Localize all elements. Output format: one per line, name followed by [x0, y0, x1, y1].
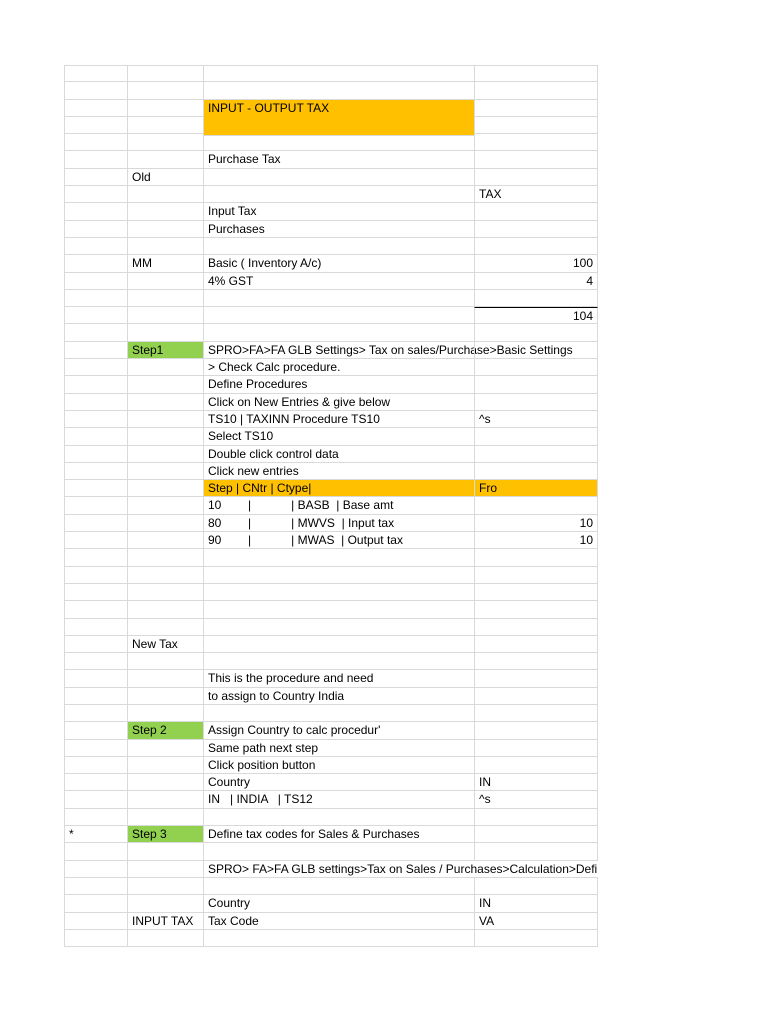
sheet-row	[64, 930, 598, 947]
cell[interactable]	[127, 791, 203, 807]
cell[interactable]	[127, 273, 203, 289]
cell[interactable]	[64, 619, 127, 635]
sheet-row	[64, 584, 598, 601]
cell[interactable]	[203, 169, 474, 185]
sheet-row	[64, 913, 598, 930]
cell[interactable]	[474, 359, 598, 375]
cell[interactable]	[64, 203, 127, 219]
cell[interactable]	[127, 428, 203, 444]
cell[interactable]	[474, 688, 598, 704]
table-header-cell[interactable]: Fro	[474, 480, 598, 496]
cell[interactable]	[474, 290, 598, 306]
cell[interactable]	[127, 359, 203, 375]
cell[interactable]: Click on New Entries & give below	[203, 394, 474, 410]
cell[interactable]	[64, 342, 127, 358]
sheet-row	[64, 359, 598, 376]
cell[interactable]	[127, 515, 203, 531]
cell[interactable]	[203, 843, 474, 859]
cell[interactable]	[64, 757, 127, 773]
cell[interactable]	[474, 342, 598, 358]
cell[interactable]	[127, 307, 203, 323]
sheet-row	[64, 169, 598, 186]
title-cell[interactable]	[203, 100, 474, 136]
sheet-row	[64, 722, 598, 739]
cell[interactable]	[127, 930, 203, 946]
cell[interactable]	[127, 843, 203, 859]
cell[interactable]: Purchases	[203, 221, 474, 237]
cell[interactable]: 10 | | BASB | Base amt	[203, 497, 474, 513]
cell[interactable]	[64, 567, 127, 583]
cell[interactable]	[127, 376, 203, 392]
cell[interactable]	[127, 688, 203, 704]
cell[interactable]	[64, 791, 127, 807]
cell[interactable]: ^s	[474, 791, 598, 807]
sheet-row	[64, 567, 598, 584]
cell[interactable]	[203, 66, 474, 81]
cell[interactable]	[127, 134, 203, 150]
cell[interactable]	[64, 273, 127, 289]
cell[interactable]	[474, 549, 598, 565]
cell[interactable]	[64, 601, 127, 617]
cell[interactable]	[127, 670, 203, 686]
cell[interactable]	[64, 169, 127, 185]
cell[interactable]	[127, 497, 203, 513]
cell[interactable]	[127, 653, 203, 669]
cell[interactable]	[64, 532, 127, 548]
cell[interactable]	[474, 722, 598, 738]
cell[interactable]	[474, 497, 598, 513]
cell[interactable]	[474, 151, 598, 167]
sheet-row	[64, 411, 598, 428]
cell[interactable]	[64, 82, 127, 98]
sheet-row	[64, 134, 598, 151]
cell[interactable]: IN	[474, 774, 598, 790]
cell[interactable]: Double click control data	[203, 446, 474, 462]
cell[interactable]	[64, 843, 127, 859]
cell[interactable]	[474, 428, 598, 444]
cell[interactable]	[127, 82, 203, 98]
cell[interactable]	[203, 238, 474, 254]
sheet-row	[64, 376, 598, 393]
cell[interactable]	[474, 394, 598, 410]
cell[interactable]	[474, 670, 598, 686]
cell[interactable]	[64, 688, 127, 704]
cell[interactable]	[127, 532, 203, 548]
cell[interactable]	[64, 913, 127, 929]
cell[interactable]: 80 | | MWVS | Input tax	[203, 515, 474, 531]
cell[interactable]: Basic ( Inventory A/c)	[203, 255, 474, 271]
spreadsheet-grid	[64, 65, 598, 947]
sheet-row	[64, 100, 598, 117]
cell[interactable]: > Check Calc procedure.	[203, 359, 474, 375]
cell[interactable]	[127, 66, 203, 81]
cell[interactable]	[474, 601, 598, 617]
cell[interactable]	[64, 394, 127, 410]
sheet-row	[64, 843, 598, 860]
sheet-row	[64, 273, 598, 290]
cell[interactable]: TS10 | TAXINN Procedure TS10	[203, 411, 474, 427]
cell[interactable]	[64, 774, 127, 790]
cell[interactable]	[203, 567, 474, 583]
cell[interactable]: 90 | | MWAS | Output tax	[203, 532, 474, 548]
cell[interactable]: Purchase Tax	[203, 151, 474, 167]
cell[interactable]	[474, 169, 598, 185]
cell[interactable]	[127, 100, 203, 116]
sheet-row	[64, 65, 598, 82]
cell[interactable]	[127, 705, 203, 721]
cell[interactable]	[64, 428, 127, 444]
cell[interactable]: Define Procedures	[203, 376, 474, 392]
cell[interactable]	[64, 878, 127, 894]
sheet-row	[64, 636, 598, 653]
cell[interactable]	[64, 307, 127, 323]
cell[interactable]	[474, 82, 598, 98]
cell[interactable]	[127, 740, 203, 756]
cell[interactable]	[64, 497, 127, 513]
cell[interactable]	[64, 895, 127, 911]
cell[interactable]	[474, 203, 598, 219]
sheet-row	[64, 480, 598, 497]
cell[interactable]	[127, 619, 203, 635]
cell[interactable]: Click position button	[203, 757, 474, 773]
cell[interactable]: VA	[474, 913, 598, 929]
sheet-row	[64, 255, 598, 272]
cell[interactable]	[127, 324, 203, 340]
cell[interactable]	[127, 878, 203, 894]
cell[interactable]: 100	[474, 255, 598, 271]
sheet-row	[64, 757, 598, 774]
cell[interactable]	[203, 307, 474, 323]
cell[interactable]	[64, 151, 127, 167]
sheet-row	[64, 861, 598, 878]
cell[interactable]	[127, 446, 203, 462]
cell[interactable]	[203, 290, 474, 306]
cell[interactable]	[127, 238, 203, 254]
cell[interactable]: INPUT TAX	[127, 913, 203, 929]
cell[interactable]	[474, 66, 598, 81]
sheet-row	[64, 151, 598, 168]
cell[interactable]	[64, 117, 127, 133]
cell[interactable]: MM	[127, 255, 203, 271]
sheet-row	[64, 515, 598, 532]
cell[interactable]	[474, 446, 598, 462]
cell[interactable]	[474, 134, 598, 150]
cell[interactable]	[64, 515, 127, 531]
cell[interactable]	[64, 376, 127, 392]
cell[interactable]: 4	[474, 273, 598, 289]
cell[interactable]	[474, 930, 598, 946]
sheet-row	[64, 342, 598, 359]
cell[interactable]	[64, 463, 127, 479]
cell[interactable]: Select TS10	[203, 428, 474, 444]
cell[interactable]	[64, 653, 127, 669]
cell[interactable]	[474, 100, 598, 116]
cell[interactable]	[64, 186, 127, 202]
cell[interactable]	[64, 359, 127, 375]
sheet-row	[64, 497, 598, 514]
cell[interactable]: ^s	[474, 411, 598, 427]
cell[interactable]: Click new entries	[203, 463, 474, 479]
cell[interactable]	[474, 584, 598, 600]
cell[interactable]	[64, 930, 127, 946]
cell[interactable]	[64, 722, 127, 738]
sheet-row	[64, 895, 598, 912]
cell[interactable]	[127, 221, 203, 237]
cell[interactable]	[203, 134, 474, 150]
cell[interactable]	[127, 567, 203, 583]
sheet-row	[64, 653, 598, 670]
sheet-row	[64, 238, 598, 255]
cell[interactable]	[64, 549, 127, 565]
cell[interactable]	[203, 930, 474, 946]
cell[interactable]: SPRO> FA>FA GLB settings>Tax on Sales / Purchases>Calculation>Defi	[203, 861, 598, 877]
cell[interactable]	[474, 826, 598, 842]
step-label[interactable]: Step 2	[127, 722, 203, 738]
cell[interactable]	[474, 117, 598, 133]
cell[interactable]	[474, 653, 598, 669]
cell[interactable]: Tax Code	[203, 913, 474, 929]
cell[interactable]	[127, 463, 203, 479]
cell[interactable]	[64, 290, 127, 306]
sheet-row	[64, 826, 598, 843]
cell[interactable]	[127, 895, 203, 911]
cell[interactable]	[127, 584, 203, 600]
cell[interactable]	[64, 134, 127, 150]
cell[interactable]: This is the procedure and need	[203, 670, 474, 686]
sheet-row	[64, 446, 598, 463]
cell[interactable]	[127, 151, 203, 167]
cell[interactable]	[64, 100, 127, 116]
sheet-row	[64, 186, 598, 203]
sheet-row	[64, 705, 598, 722]
sheet-row	[64, 532, 598, 549]
cell[interactable]	[64, 446, 127, 462]
cell[interactable]	[474, 843, 598, 859]
cell[interactable]	[203, 809, 474, 825]
cell[interactable]	[474, 705, 598, 721]
cell[interactable]	[203, 549, 474, 565]
cell[interactable]	[474, 878, 598, 894]
sheet-row	[64, 307, 598, 324]
cell[interactable]	[474, 757, 598, 773]
sheet-row	[64, 394, 598, 411]
cell[interactable]	[64, 705, 127, 721]
cell[interactable]	[203, 186, 474, 202]
cell[interactable]	[127, 861, 203, 877]
sheet-row	[64, 324, 598, 341]
cell[interactable]: Country	[203, 895, 474, 911]
cell[interactable]	[203, 636, 474, 652]
sheet-row	[64, 878, 598, 895]
cell[interactable]	[64, 670, 127, 686]
cell[interactable]: SPRO>FA>FA GLB Settings> Tax on sales/Purchase>Basic Settings	[203, 342, 474, 358]
cell[interactable]	[474, 221, 598, 237]
sheet-row	[64, 428, 598, 445]
cell[interactable]	[203, 82, 474, 98]
cell[interactable]	[64, 255, 127, 271]
cell[interactable]	[127, 480, 203, 496]
cell[interactable]: to assign to Country India	[203, 688, 474, 704]
cell[interactable]	[64, 584, 127, 600]
cell[interactable]	[474, 238, 598, 254]
step-label[interactable]: Step 3	[127, 826, 203, 842]
cell[interactable]: *	[64, 826, 127, 842]
cell[interactable]	[64, 861, 127, 877]
sheet-row	[64, 82, 598, 99]
sheet-row	[64, 809, 598, 826]
cell[interactable]	[203, 601, 474, 617]
cell[interactable]: Input Tax	[203, 203, 474, 219]
cell[interactable]	[127, 809, 203, 825]
cell[interactable]: 10	[474, 515, 598, 531]
cell[interactable]: Old	[127, 169, 203, 185]
cell[interactable]	[474, 619, 598, 635]
cell[interactable]	[64, 238, 127, 254]
cell[interactable]	[127, 774, 203, 790]
cell[interactable]: Assign Country to calc procedur'	[203, 722, 474, 738]
table-header-cell[interactable]: Step | CNtr | Ctype|	[203, 480, 474, 496]
cell[interactable]	[127, 549, 203, 565]
cell[interactable]	[203, 619, 474, 635]
cell[interactable]	[127, 117, 203, 133]
cell[interactable]: Same path next step	[203, 740, 474, 756]
cell[interactable]	[127, 290, 203, 306]
cell[interactable]: TAX	[474, 186, 598, 202]
cell[interactable]	[474, 740, 598, 756]
cell[interactable]	[474, 463, 598, 479]
sheet-row	[64, 203, 598, 220]
cell[interactable]: IN | INDIA | TS12	[203, 791, 474, 807]
cell[interactable]	[64, 411, 127, 427]
total-cell[interactable]: 104	[474, 307, 598, 323]
sheet-row	[64, 774, 598, 791]
cell[interactable]	[127, 757, 203, 773]
cell[interactable]	[203, 584, 474, 600]
cell[interactable]	[127, 186, 203, 202]
cell[interactable]	[64, 324, 127, 340]
cell[interactable]	[203, 705, 474, 721]
sheet-row	[64, 688, 598, 705]
cell[interactable]	[127, 394, 203, 410]
cell[interactable]: New Tax	[127, 636, 203, 652]
cell[interactable]	[64, 221, 127, 237]
cell[interactable]	[127, 601, 203, 617]
cell[interactable]: 10	[474, 532, 598, 548]
cell[interactable]: Country	[203, 774, 474, 790]
sheet-row	[64, 619, 598, 636]
cell[interactable]	[474, 324, 598, 340]
sheet-row	[64, 549, 598, 566]
sheet-title: INPUT - OUTPUT TAX	[208, 100, 330, 115]
cell[interactable]	[474, 376, 598, 392]
sheet-row	[64, 463, 598, 480]
sheet-row	[64, 601, 598, 618]
sheet-row	[64, 670, 598, 687]
cell[interactable]	[203, 878, 474, 894]
sheet-row	[64, 740, 598, 757]
sheet-row	[64, 290, 598, 307]
cell[interactable]	[127, 411, 203, 427]
cell[interactable]	[127, 203, 203, 219]
sheet-row	[64, 791, 598, 808]
cell[interactable]: IN	[474, 895, 598, 911]
cell[interactable]	[64, 809, 127, 825]
cell[interactable]	[203, 324, 474, 340]
cell[interactable]	[474, 567, 598, 583]
cell[interactable]: 4% GST	[203, 273, 474, 289]
cell[interactable]	[474, 809, 598, 825]
sheet-row	[64, 221, 598, 238]
cell[interactable]: Define tax codes for Sales & Purchases	[203, 826, 474, 842]
cell[interactable]	[474, 636, 598, 652]
cell[interactable]	[64, 636, 127, 652]
cell[interactable]	[203, 653, 474, 669]
step-label[interactable]: Step1	[127, 342, 203, 358]
cell[interactable]	[64, 66, 127, 81]
cell[interactable]	[64, 740, 127, 756]
cell[interactable]	[64, 480, 127, 496]
